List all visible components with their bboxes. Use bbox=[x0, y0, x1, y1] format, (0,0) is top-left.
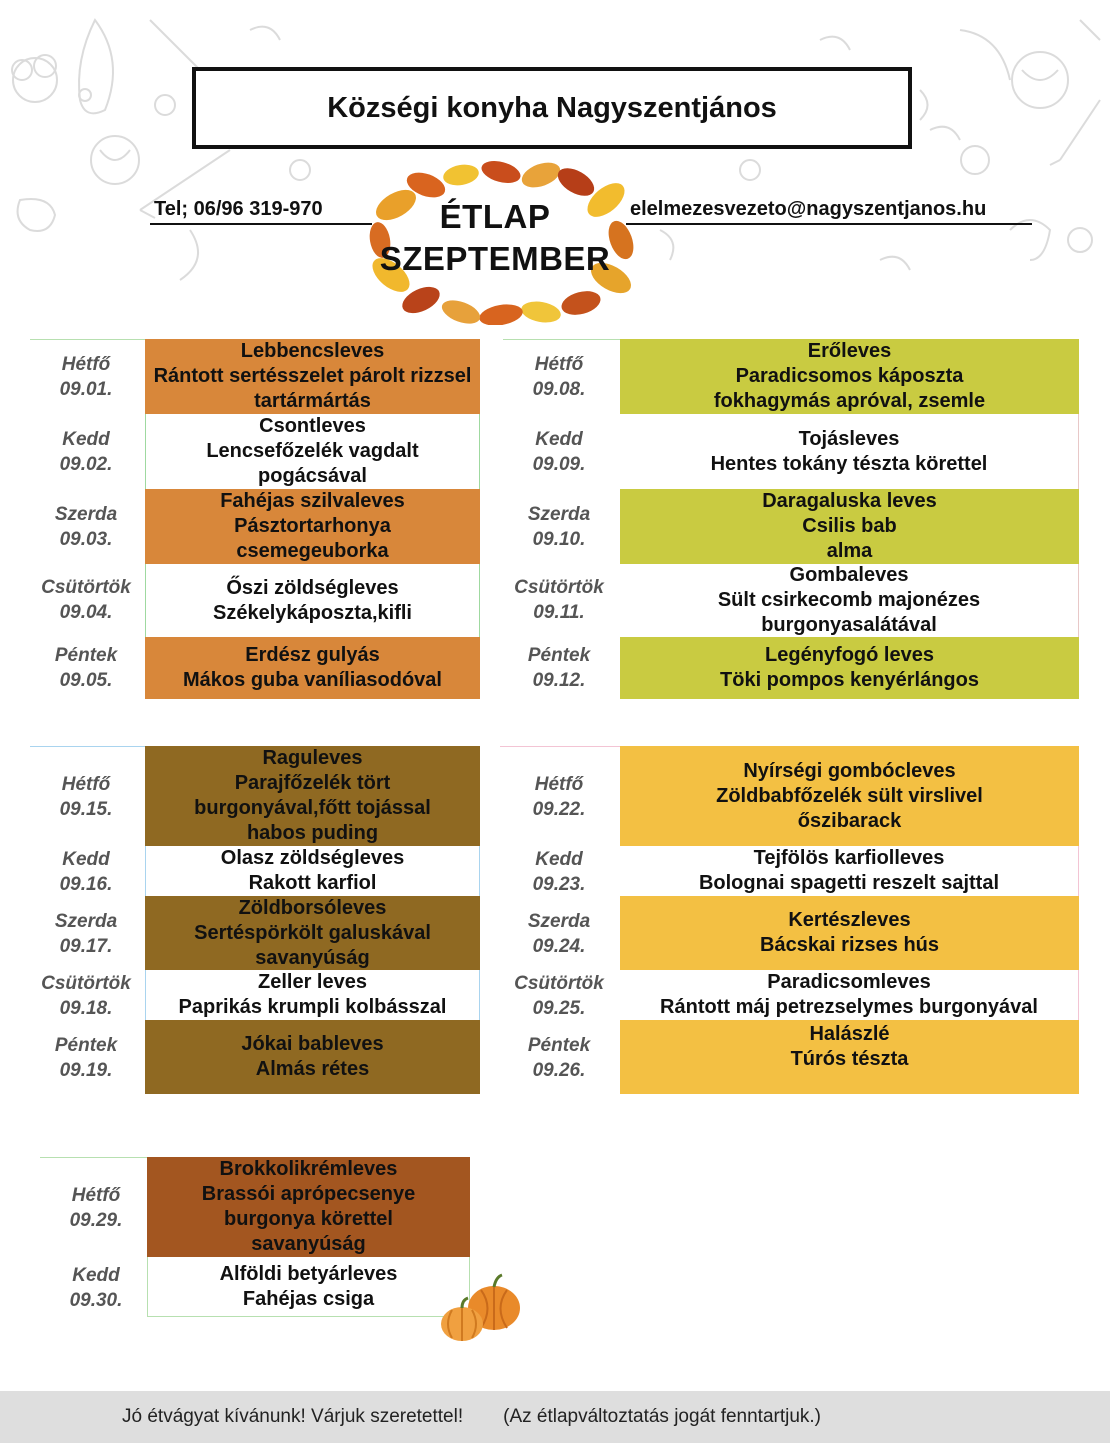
day-row bbox=[40, 1157, 470, 1257]
day-label: Kedd 09.23. bbox=[532, 849, 586, 895]
day-row bbox=[503, 637, 1079, 699]
day-row bbox=[30, 746, 480, 846]
week-1-table bbox=[30, 339, 480, 701]
day-row bbox=[500, 896, 1079, 970]
day-row bbox=[30, 896, 480, 970]
day-label: Hétfő 09.29. bbox=[69, 1185, 123, 1231]
day-row bbox=[500, 746, 1079, 846]
footer-bar bbox=[0, 1391, 1110, 1443]
day-row bbox=[30, 846, 480, 896]
meal-cell: Lebbencsleves Rántott sertésszelet párolt rizzsel tartármártás bbox=[145, 339, 480, 414]
meal-cell: Halászlé Túrós tészta bbox=[620, 1020, 1079, 1094]
day-label: Hétfő 09.08. bbox=[532, 354, 586, 400]
day-label: Kedd 09.16. bbox=[59, 849, 113, 895]
pumpkin-icon bbox=[436, 1270, 526, 1345]
day-label: Csütörtök 09.11. bbox=[514, 577, 604, 623]
meal-cell: Raguleves Parajfőzelék tört burgonyával,főtt tojással habos puding bbox=[145, 746, 480, 846]
week-4-table bbox=[500, 746, 1079, 1096]
day-row bbox=[40, 1257, 470, 1317]
day-label: Csütörtök 09.18. bbox=[41, 973, 131, 1019]
day-row bbox=[30, 637, 480, 699]
meal-cell: Erőleves Paradicsomos káposzta fokhagymás apróval, zsemle bbox=[620, 339, 1079, 414]
meal-cell: Brokkolikrémleves Brassói aprópecsenye burgonya körettel savanyúság bbox=[147, 1157, 470, 1257]
day-row bbox=[30, 1020, 480, 1094]
day-row bbox=[30, 414, 480, 489]
day-label: Péntek 09.19. bbox=[54, 1035, 118, 1081]
meal-cell: Tojásleves Hentes tokány tészta körettel bbox=[620, 414, 1079, 489]
meal-cell: Tejfölös karfiolleves Bolognai spagetti reszelt sajttal bbox=[620, 846, 1079, 896]
meal-cell: Olasz zöldségleves Rakott karfiol bbox=[145, 846, 480, 896]
day-row bbox=[500, 846, 1079, 896]
day-label: Kedd 09.30. bbox=[69, 1265, 123, 1311]
menu-title bbox=[370, 196, 620, 280]
meal-cell: Erdész gulyás Mákos guba vaníliasodóval bbox=[145, 637, 480, 699]
meal-cell: Paradicsomleves Rántott máj petrezselymes burgonyával bbox=[620, 970, 1079, 1020]
day-row bbox=[30, 339, 480, 414]
kitchen-name: Községi konyha Nagyszentjános bbox=[327, 91, 777, 124]
meal-cell: Fahéjas szilvaleves Pásztortarhonya csemegeuborka bbox=[145, 489, 480, 564]
meal-cell: Daragaluska leves Csilis bab alma bbox=[620, 489, 1079, 564]
day-label: Szerda 09.24. bbox=[527, 911, 591, 957]
phone-number: Tel; 06/96 319-970 bbox=[150, 198, 372, 225]
meal-cell: Legényfogó leves Töki pompos kenyérlángos bbox=[620, 637, 1079, 699]
footer-disclaimer: (Az étlapváltoztatás jogát fenntartjuk.) bbox=[503, 1406, 822, 1427]
week-2-table bbox=[503, 339, 1079, 701]
meal-cell: Alföldi betyárleves Fahéjas csiga bbox=[147, 1257, 470, 1317]
day-label: Szerda 09.10. bbox=[527, 504, 591, 550]
day-label: Kedd 09.09. bbox=[532, 429, 586, 475]
week-3-table bbox=[30, 746, 480, 1096]
day-label: Szerda 09.03. bbox=[54, 504, 118, 550]
email-address[interactable]: elelmezesvezeto@nagyszentjanos.hu bbox=[626, 198, 1032, 225]
day-row bbox=[503, 414, 1079, 489]
meal-cell: Csontleves Lencsefőzelék vagdalt pogácsával bbox=[145, 414, 480, 489]
day-label: Péntek 09.26. bbox=[527, 1035, 591, 1081]
week-5-table bbox=[40, 1157, 470, 1319]
day-label: Péntek 09.12. bbox=[527, 645, 591, 691]
day-label: Csütörtök 09.04. bbox=[41, 577, 131, 623]
menu-title-line2: SZEPTEMBER bbox=[379, 240, 611, 277]
day-label: Hétfő 09.01. bbox=[59, 354, 113, 400]
meal-cell: Kertészleves Bácskai rizses hús bbox=[620, 896, 1079, 970]
day-row bbox=[500, 1020, 1079, 1094]
meal-cell: Őszi zöldségleves Székelykáposzta,kifli bbox=[145, 564, 480, 637]
day-row bbox=[30, 970, 480, 1020]
day-row bbox=[30, 564, 480, 637]
meal-cell: Zöldborsóleves Sertéspörkölt galuskával savanyúság bbox=[145, 896, 480, 970]
day-row bbox=[503, 564, 1079, 637]
day-label: Szerda 09.17. bbox=[54, 911, 118, 957]
menu-title-line1: ÉTLAP bbox=[439, 198, 551, 235]
day-label: Hétfő 09.22. bbox=[532, 774, 586, 820]
day-row bbox=[503, 339, 1079, 414]
day-label: Péntek 09.05. bbox=[54, 645, 118, 691]
meal-cell: Gombaleves Sült csirkecomb majonézes burgonyasalátával bbox=[620, 564, 1079, 637]
day-row bbox=[500, 970, 1079, 1020]
day-row bbox=[30, 489, 480, 564]
day-label: Csütörtök 09.25. bbox=[514, 973, 604, 1019]
footer-greeting: Jó étvágyat kívánunk! Várjuk szeretettel! bbox=[122, 1406, 464, 1427]
kitchen-name-box bbox=[192, 67, 912, 149]
day-label: Kedd 09.02. bbox=[59, 429, 113, 475]
day-label: Hétfő 09.15. bbox=[59, 774, 113, 820]
meal-cell: Nyírségi gombócleves Zöldbabfőzelék sült virslivel őszibarack bbox=[620, 746, 1079, 846]
meal-cell: Zeller leves Paprikás krumpli kolbásszal bbox=[145, 970, 480, 1020]
meal-cell: Jókai bableves Almás rétes bbox=[145, 1020, 480, 1094]
day-row bbox=[503, 489, 1079, 564]
